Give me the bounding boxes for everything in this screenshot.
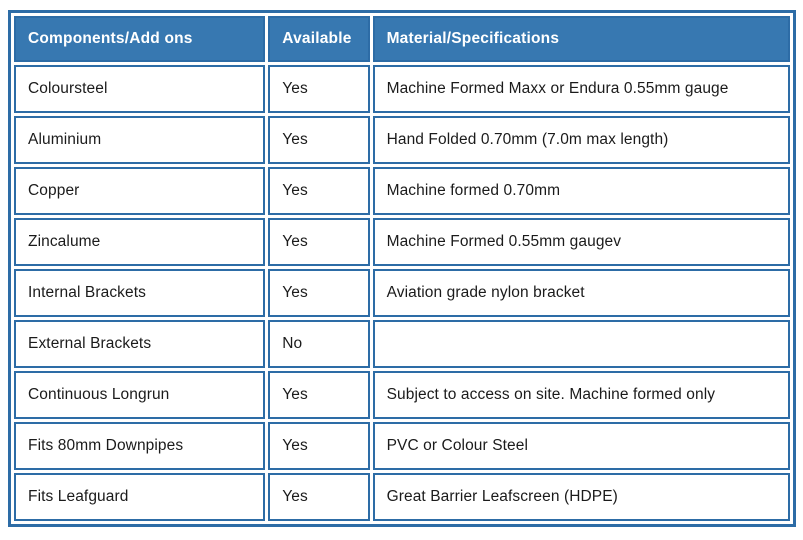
available-cell: Yes bbox=[268, 116, 369, 164]
table-row bbox=[14, 269, 790, 317]
column-header-material: Material/Specifications bbox=[373, 16, 790, 62]
component-cell: Aluminium bbox=[14, 116, 265, 164]
available-cell: Yes bbox=[268, 65, 369, 113]
component-cell: Fits Leafguard bbox=[14, 473, 265, 521]
material-cell: Machine formed 0.70mm bbox=[373, 167, 790, 215]
material-cell: Machine Formed Maxx or Endura 0.55mm gauge bbox=[373, 65, 790, 113]
component-cell: Zincalume bbox=[14, 218, 265, 266]
component-cell: Continuous Longrun bbox=[14, 371, 265, 419]
material-cell: Great Barrier Leafscreen (HDPE) bbox=[373, 473, 790, 521]
table-row bbox=[14, 65, 790, 113]
table-row bbox=[14, 320, 790, 368]
table-row bbox=[14, 422, 790, 470]
table-row bbox=[14, 116, 790, 164]
component-cell: Internal Brackets bbox=[14, 269, 265, 317]
table-row bbox=[14, 167, 790, 215]
available-cell: No bbox=[268, 320, 369, 368]
available-cell: Yes bbox=[268, 371, 369, 419]
available-cell: Yes bbox=[268, 218, 369, 266]
components-availability-table bbox=[8, 10, 796, 527]
available-cell: Yes bbox=[268, 167, 369, 215]
column-header-components: Components/Add ons bbox=[14, 16, 265, 62]
available-cell: Yes bbox=[268, 269, 369, 317]
available-cell: Yes bbox=[268, 422, 369, 470]
table-row bbox=[14, 371, 790, 419]
table-row bbox=[14, 473, 790, 521]
table-row bbox=[14, 218, 790, 266]
material-cell: Hand Folded 0.70mm (7.0m max length) bbox=[373, 116, 790, 164]
header-row bbox=[14, 16, 790, 62]
material-cell: Subject to access on site. Machine formed only bbox=[373, 371, 790, 419]
column-header-available: Available bbox=[268, 16, 369, 62]
material-cell: Aviation grade nylon bracket bbox=[373, 269, 790, 317]
material-cell: Machine Formed 0.55mm gaugev bbox=[373, 218, 790, 266]
component-cell: Copper bbox=[14, 167, 265, 215]
material-cell: PVC or Colour Steel bbox=[373, 422, 790, 470]
available-cell: Yes bbox=[268, 473, 369, 521]
component-cell: External Brackets bbox=[14, 320, 265, 368]
component-cell: Fits 80mm Downpipes bbox=[14, 422, 265, 470]
material-cell bbox=[373, 320, 790, 368]
component-cell: Coloursteel bbox=[14, 65, 265, 113]
